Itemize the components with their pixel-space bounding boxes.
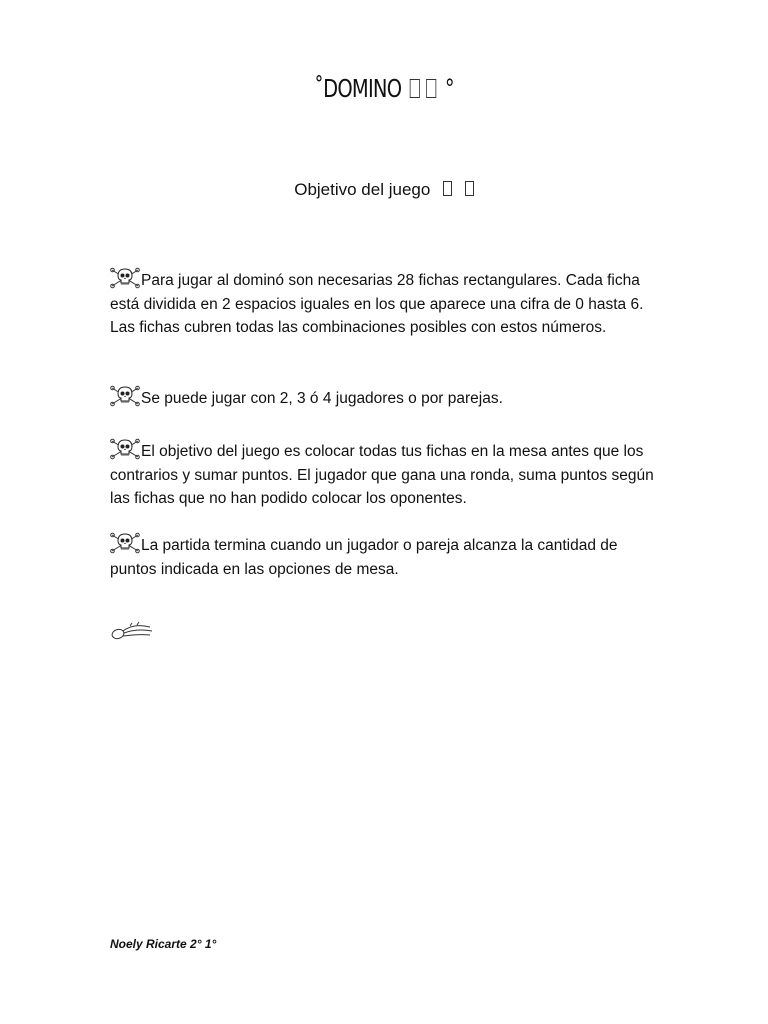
missing-glyph-icon [426, 79, 436, 98]
skull-crossbones-icon [110, 385, 140, 407]
paragraph-3 [110, 438, 655, 511]
skull-crossbones-icon [110, 438, 140, 460]
paragraph-4-text: La partida termina cuando un jugador o pareja alcanza la cantidad de puntos indicada en las opciones de mesa. [110, 537, 618, 578]
missing-glyph-icon [410, 79, 420, 98]
author-footer: Noely Ricarte 2° 1° [110, 937, 217, 951]
title-suffix: ° [444, 74, 454, 103]
paragraph-3-text: El objetivo del juego es colocar todas tus fichas en la mesa antes que los contrarios y sumar puntos. El jugador que gana una ronda, suma puntos según las fichas que no han podido colocar los oponentes. [110, 443, 654, 507]
skull-crossbones-icon [110, 267, 140, 289]
skull-crossbones-icon [110, 532, 140, 554]
document-title [84, 74, 683, 103]
comet-icon [110, 620, 154, 642]
paragraph-4 [110, 532, 655, 581]
subtitle-text: Objetivo del juego [294, 180, 431, 199]
paragraph-1-text: Para jugar al dominó son necesarias 28 fichas rectangulares. Cada ficha está dividida en 2 espacios iguales en los que aparece una cifra de 0 hasta 6. Las fichas cubren todas las combinaciones posibles con estos números. [110, 272, 644, 336]
paragraph-1 [110, 267, 655, 340]
missing-glyph-icon [465, 181, 474, 196]
missing-glyph-icon [443, 181, 452, 196]
paragraph-2 [110, 385, 655, 411]
paragraph-2-text: Se puede jugar con 2, 3 ó 4 jugadores o por parejas. [141, 390, 503, 407]
document-subtitle [0, 180, 768, 200]
title-text: ˚DOMINO [314, 74, 402, 103]
